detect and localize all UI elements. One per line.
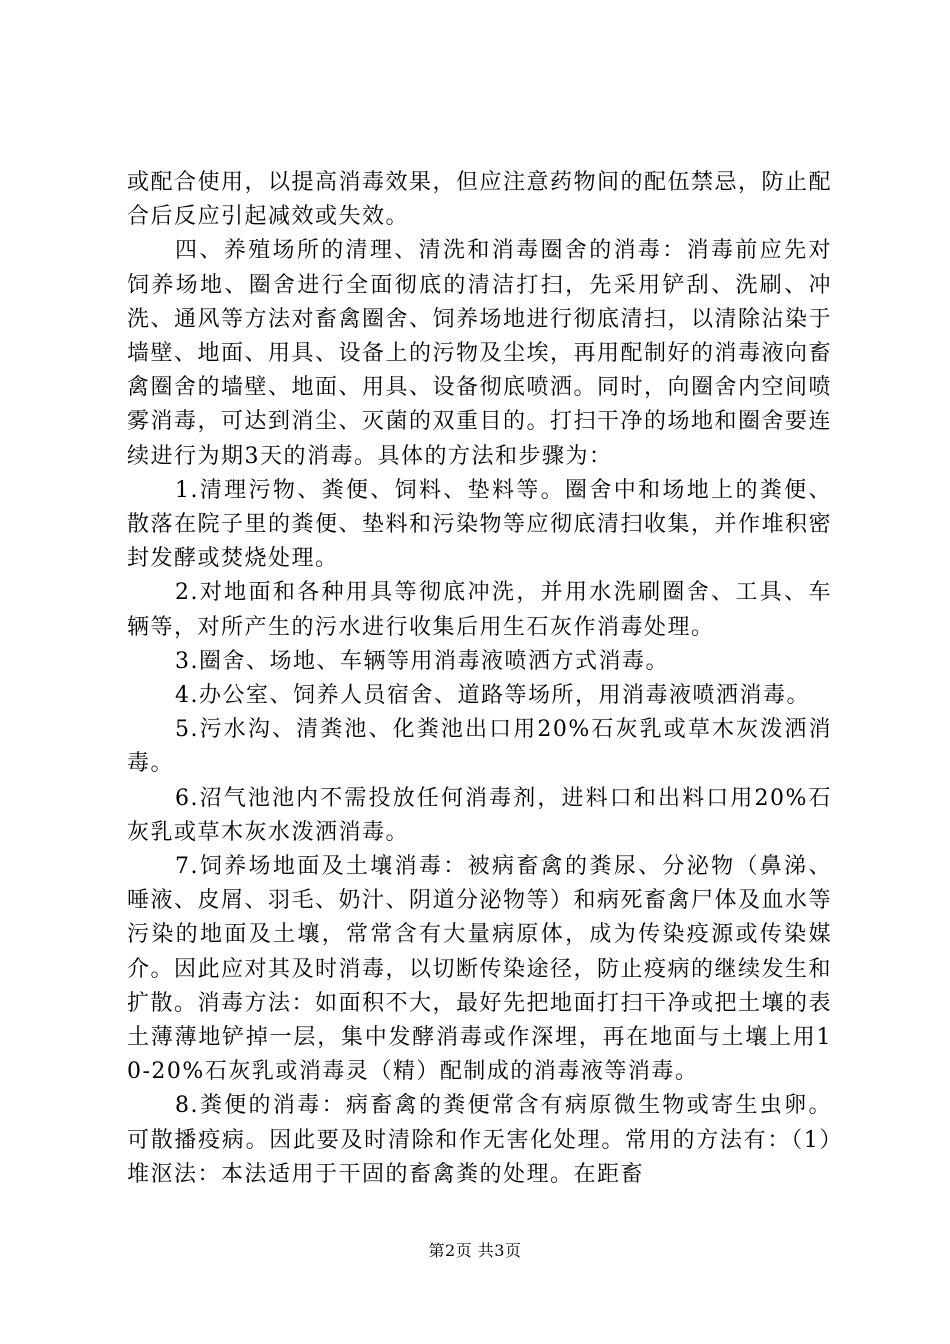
page-footer: 第2页 共3页 (428, 1241, 522, 1260)
paragraph-3: 1.清理污物、粪便、饲料、垫料等。圈舍中和场地上的粪便、散落在院子里的粪便、垫料和污染物等应彻底清扫收集，并作堆积密封发酵或焚烧处理。 (127, 477, 833, 572)
paragraph-2: 四、养殖场所的清理、清洗和消毒圈舍的消毒：消毒前应先对饲养场地、圈舍进行全面彻底的清洁打扫，先采用铲刮、洗刷、冲洗、通风等方法对畜禽圈舍、饲养场地进行彻底清扫，以清除沾染于墙壁、地面、用具、设备上的污物及尘埃，再用配制好的消毒液向畜禽圈舍的墙壁、地面、用具、设备彻底喷洒。同时，向圈舍内空间喷雾消毒，可达到消尘、灭菌的双重目的。打扫干净的场地和圈舍要连续进行为期3天的消毒。具体的方法和步骤为： (127, 238, 833, 469)
paragraph-1: 或配合使用，以提高消毒效果，但应注意药物间的配伍禁忌，防止配合后反应引起减效或失效。 (127, 170, 833, 230)
paragraph-8: 6.沼气池池内不需投放任何消毒剂，进料口和出料口用20%石灰乳或草木灰水泼洒消毒。 (127, 785, 832, 845)
paragraph-4: 2.对地面和各种用具等彻底冲洗，并用水洗刷圈舍、工具、车辆等，对所产生的污水进行收集后用生石灰作消毒处理。 (127, 580, 832, 640)
paragraph-5: 3.圈舍、场地、车辆等用消毒液喷洒方式消毒。 (175, 648, 669, 674)
paragraph-10: 8.粪便的消毒：病畜禽的粪便常含有病原微生物或寄生虫卵。可散播疫病。因此要及时清除和作无害化处理。常用的方法有：（1）堆沤法：本法适用于干固的畜禽粪的处理。在距畜 (127, 1093, 832, 1187)
paragraph-6: 4.办公室、饲养人员宿舍、道路等场所，用消毒液喷洒消毒。 (175, 683, 810, 709)
paragraph-7: 5.污水沟、清粪池、化粪池出口用20%石灰乳或草木灰泼洒消毒。 (127, 717, 832, 777)
document-body (127, 166, 832, 1192)
paragraph-9: 7.饲养场地面及土壤消毒：被病畜禽的粪尿、分泌物（鼻涕、唾液、皮屑、羽毛、奶汁、阴道分泌物等）和病死畜禽尸体及血水等污染的地面及土壤，常常含有大量病原体，成为传染疫源或传染媒介。因此应对其及时消毒，以切断传染途径，防止疫病的继续发生和扩散。消毒方法：如面积不大，最好先把地面打扫干净或把土壤的表土薄薄地铲掉一层，集中发酵消毒或作深埋，再在地面与土壤上用10-20%石灰乳或消毒灵（精）配制成的消毒液等消毒。 (127, 854, 833, 1085)
